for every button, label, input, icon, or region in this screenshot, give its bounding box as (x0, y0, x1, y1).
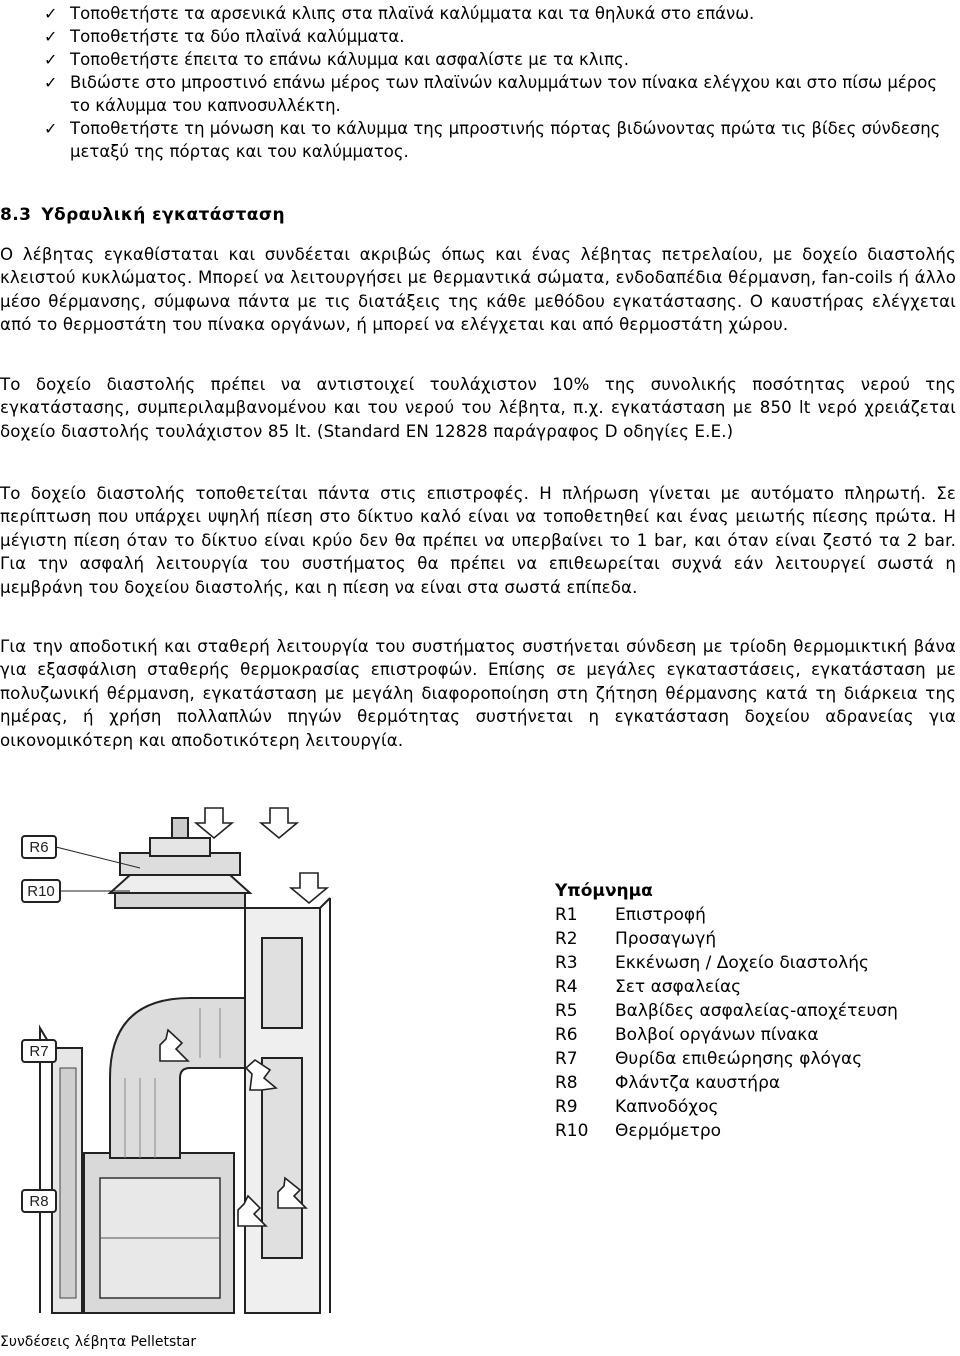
legend-code: R6 (555, 1025, 578, 1045)
list-item-text: Τοποθετήστε έπειτα το επάνω κάλυμμα και ασφαλίστε με τα κλιπς. (70, 50, 629, 69)
control-panel (110, 818, 250, 908)
checkmark-icon: ✓ (44, 119, 58, 138)
legend-row (555, 1071, 898, 1095)
legend-code: R8 (555, 1073, 578, 1093)
legend-row (555, 1119, 898, 1143)
paragraph-mixing-valve: Για την αποδοτική και σταθερή λειτουργία του συστήματος συστήνεται σύνδεση με τρίοδη θερμομικτική βάνα για εξασφάλιση σταθερής θερμοκρασίας επιστροφών. Επίσης σε μεγάλες εγκαταστάσεις, εγκατάσταση με πολυζωνική θέρμανση, εγκατάσταση με μεγάλη διαφοροποίηση στη ζήτηση θέρμανσης κατά τη διάρκεια της ημέρας, ή χρήση πολλαπλών πηγών θερμότητας συστήνεται η εγκατάσταση δοχείου αδρανείας για οικονομικότερη και αποδοτικότερη λειτουργία. (0, 637, 956, 750)
boiler-body (245, 898, 330, 1313)
callout-r10 (22, 880, 130, 902)
legend-text: Εκκένωση / Δοχείο διαστολής (615, 953, 869, 973)
page-footer: Συνδέσεις λέβητα Pelletstar (0, 1334, 197, 1350)
legend-row (555, 927, 898, 951)
checkmark-icon: ✓ (44, 73, 58, 92)
legend-text: Θερμόμετρο (615, 1121, 722, 1141)
legend-row (555, 903, 898, 927)
section-heading (0, 205, 285, 225)
section-title: Υδραυλική εγκατάσταση (41, 205, 285, 225)
legend-text: Επιστροφή (615, 905, 706, 925)
callout-label: R10 (27, 883, 55, 900)
paragraph-installation: Ο λέβητας εγκαθίσταται και συνδέεται ακριβώς όπως και ένας λέβητας πετρελαίου, με δοχείο διαστολής κλειστού κυκλώματος. Μπορεί να λειτουργήσει με θερμαντικά σώματα, ενδοδαπέδια θέρμανση, fan-coils ή άλλο μέσο θέρμανσης, σύμφωνα πάντα με τις διατάξεις της κάθε μεθόδου εγκατάστασης. Ο καυστήρας ελέγχεται από το θερμοστάτη του πίνακα οργάνων, ή μπορεί να ελέγχεται και από θερμοστάτη χώρου. (0, 245, 956, 335)
legend-row (555, 975, 898, 999)
callout-label: R7 (29, 1043, 49, 1060)
list-item-text: Τοποθετήστε τη μόνωση και το κάλυμμα της μπροστινής πόρτας βιδώνοντας πρώτα τις βίδες σύνδεσης μεταξύ της πόρτας και του καλύμματος. (70, 119, 941, 161)
list-item (44, 2, 960, 25)
list-item (44, 117, 960, 163)
section-number: 8.3 (0, 205, 32, 225)
list-item-text: Τοποθετήστε τα δύο πλαϊνά καλύμματα. (70, 27, 405, 46)
legend-title: Υπόμνημα (555, 881, 653, 901)
callout-label: R8 (29, 1193, 49, 1210)
legend-code: R1 (555, 905, 578, 925)
legend-code: R7 (555, 1049, 578, 1069)
legend-row (555, 951, 898, 975)
legend-text: Βολβοί οργάνων πίνακα (615, 1025, 819, 1045)
legend-text: Καπνοδόχος (615, 1097, 719, 1117)
legend-text: Σετ ασφαλείας (615, 977, 742, 997)
callout-r7 (22, 1040, 56, 1062)
legend-code: R9 (555, 1097, 578, 1117)
checkmark-icon: ✓ (44, 50, 58, 69)
boiler-connection-diagram (0, 778, 540, 1323)
flue-pipe (110, 998, 245, 1158)
legend-text: Προσαγωγή (615, 929, 717, 949)
legend-row (555, 1047, 898, 1071)
legend-code: R4 (555, 977, 578, 997)
legend-text: Θυρίδα επιθεώρησης φλόγας (615, 1049, 863, 1069)
assembly-steps-list (44, 2, 960, 163)
paragraph-expansion-vessel: Το δοχείο διαστολής πρέπει να αντιστοιχεί τουλάχιστον 10% της συνολικής ποσότητας νερού της εγκατάστασης, συμπεριλαμβανομένου και του νερού του λέβητα, π.χ. εγκατάσταση με 850 lt νερό χρειάζεται δοχείο διαστολής τουλάχιστον 85 lt. (Standard EN 12828 παράγραφος D οδηγίες Ε.Ε.) (0, 375, 956, 441)
paragraph-filling-pressure: Το δοχείο διαστολής τοποθετείται πάντα στις επιστροφές. Η πλήρωση γίνεται με αυτόματο πληρωτή. Σε περίπτωση που υπάρχει υψηλή πίεση στο δίκτυο καλό είναι να τοποθετηθεί και ένας μειωτής πίεσης πρώτα. Η μέγιστη πίεση όταν το δίκτυο είναι κρύο δεν θα πρέπει να υπερβαίνει το 1 bar, και όταν είναι ζεστό τα 2 bar. Για την ασφαλή λειτουργία του συστήματος θα πρέπει να επιθεωρείται συχνά εάν λειτουργεί σωστά η μεμβράνη του δοχείου διαστολής, και η πίεση να είναι στα σωστά επίπεδα. (0, 484, 956, 597)
list-item (44, 48, 960, 71)
legend-row (555, 1095, 898, 1119)
callout-label: R6 (29, 839, 49, 856)
legend-code: R3 (555, 953, 578, 973)
list-item-text: Βιδώστε στο μπροστινό επάνω μέρος των πλαϊνών καλυμμάτων τον πίνακα ελέγχου και στο πίσω μέρος το κάλυμμα του καπνοσυλλέκτη. (70, 73, 938, 115)
legend-text: Φλάντζα καυστήρα (615, 1073, 781, 1093)
legend (555, 879, 898, 1143)
legend-code: R5 (555, 1001, 578, 1021)
legend-code: R10 (555, 1121, 589, 1141)
legend-text: Βαλβίδες ασφαλείας-αποχέτευση (615, 1001, 898, 1021)
legend-code: R2 (555, 929, 578, 949)
checkmark-icon: ✓ (44, 4, 58, 23)
legend-row (555, 999, 898, 1023)
list-item (44, 71, 960, 117)
list-item (44, 25, 960, 48)
list-item-text: Τοποθετήστε τα αρσενικά κλιπς στα πλαϊνά καλύμματα και τα θηλυκά στο επάνω. (70, 4, 755, 23)
checkmark-icon: ✓ (44, 27, 58, 46)
legend-row (555, 1023, 898, 1047)
callout-r8 (22, 1190, 56, 1212)
